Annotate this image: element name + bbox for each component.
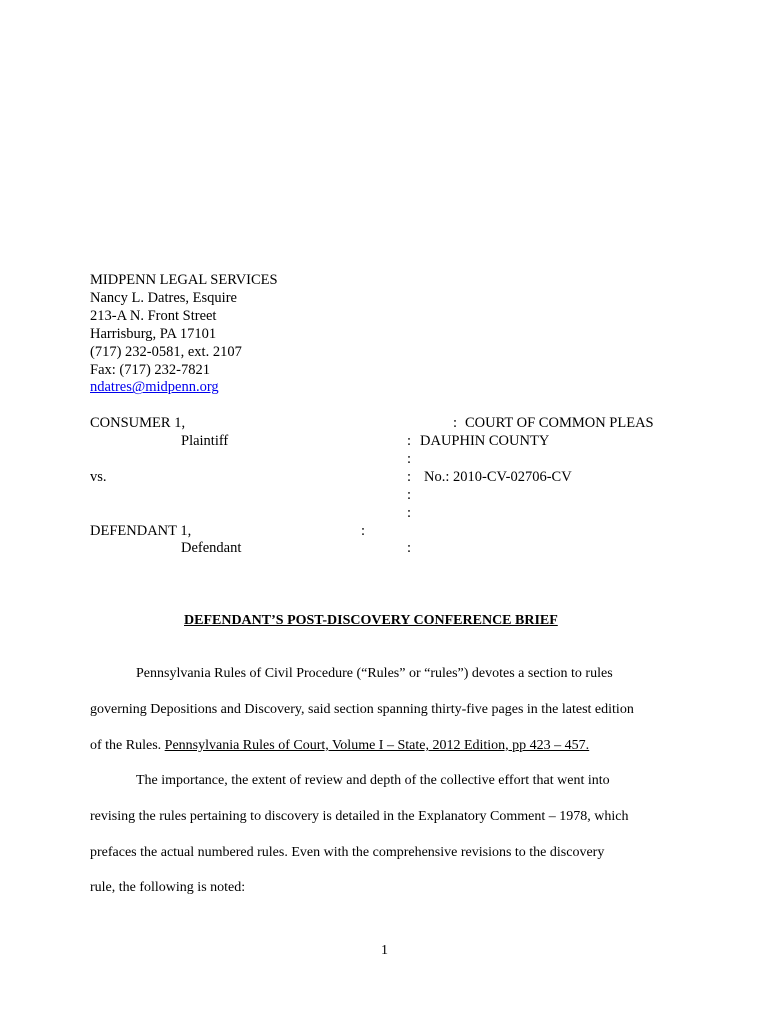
- versus-label: vs.: [90, 469, 107, 485]
- caption-separator: :: [453, 415, 458, 431]
- defendant-name: DEFENDANT 1,: [90, 523, 192, 539]
- paragraph-1-line-2: governing Depositions and Discovery, said section spanning thirty-five pages in the latest edition: [90, 702, 634, 717]
- defendant-role: Defendant: [181, 540, 242, 556]
- brief-title: DEFENDANT’S POST-DISCOVERY CONFERENCE BRIEF: [184, 613, 558, 628]
- county-name: DAUPHIN COUNTY: [420, 433, 550, 449]
- court-name: COURT OF COMMON PLEAS: [465, 415, 654, 431]
- plaintiff-role: Plaintiff: [181, 433, 229, 449]
- paragraph-2-line-3: prefaces the actual numbered rules. Even with the comprehensive revisions to the discovery: [90, 845, 605, 860]
- caption-separator: :: [407, 469, 412, 485]
- case-number: No.: 2010-CV-02706-CV: [424, 469, 572, 485]
- paragraph-1-text: of the Rules.: [90, 738, 165, 753]
- paragraph-2-line-4: rule, the following is noted:: [90, 880, 246, 895]
- caption-separator: :: [361, 523, 366, 539]
- firm-name: MIDPENN LEGAL SERVICES: [90, 272, 278, 288]
- street-address: 213-A N. Front Street: [90, 307, 217, 324]
- caption-separator: :: [407, 540, 412, 556]
- fax-number: Fax: (717) 232-7821: [90, 361, 211, 378]
- paragraph-2-line-1: The importance, the extent of review and depth of the collective effort that went into: [136, 773, 610, 788]
- caption-separator: :: [407, 433, 412, 449]
- plaintiff-name: CONSUMER 1,: [90, 415, 186, 431]
- caption-separator: :: [407, 505, 412, 521]
- page-number: 1: [381, 943, 388, 958]
- caption-separator: :: [407, 451, 412, 467]
- phone-number: (717) 232-0581, ext. 2107: [90, 343, 242, 360]
- attorney-name: Nancy L. Datres, Esquire: [90, 289, 237, 306]
- caption-separator: :: [407, 487, 412, 503]
- paragraph-1-line-3: [90, 738, 589, 754]
- citation: Pennsylvania Rules of Court, Volume I – State, 2012 Edition, pp 423 – 457.: [164, 738, 590, 753]
- attorney-header: [90, 272, 278, 397]
- paragraph-2-line-2: revising the rules pertaining to discovery is detailed in the Explanatory Comment – 1978, which: [90, 809, 629, 824]
- city-state-zip: Harrisburg, PA 17101: [90, 325, 217, 342]
- email-link[interactable]: ndatres@midpenn.org: [90, 379, 219, 396]
- paragraph-1-line-1: Pennsylvania Rules of Civil Procedure (“Rules” or “rules”) devotes a section to rules: [136, 666, 613, 681]
